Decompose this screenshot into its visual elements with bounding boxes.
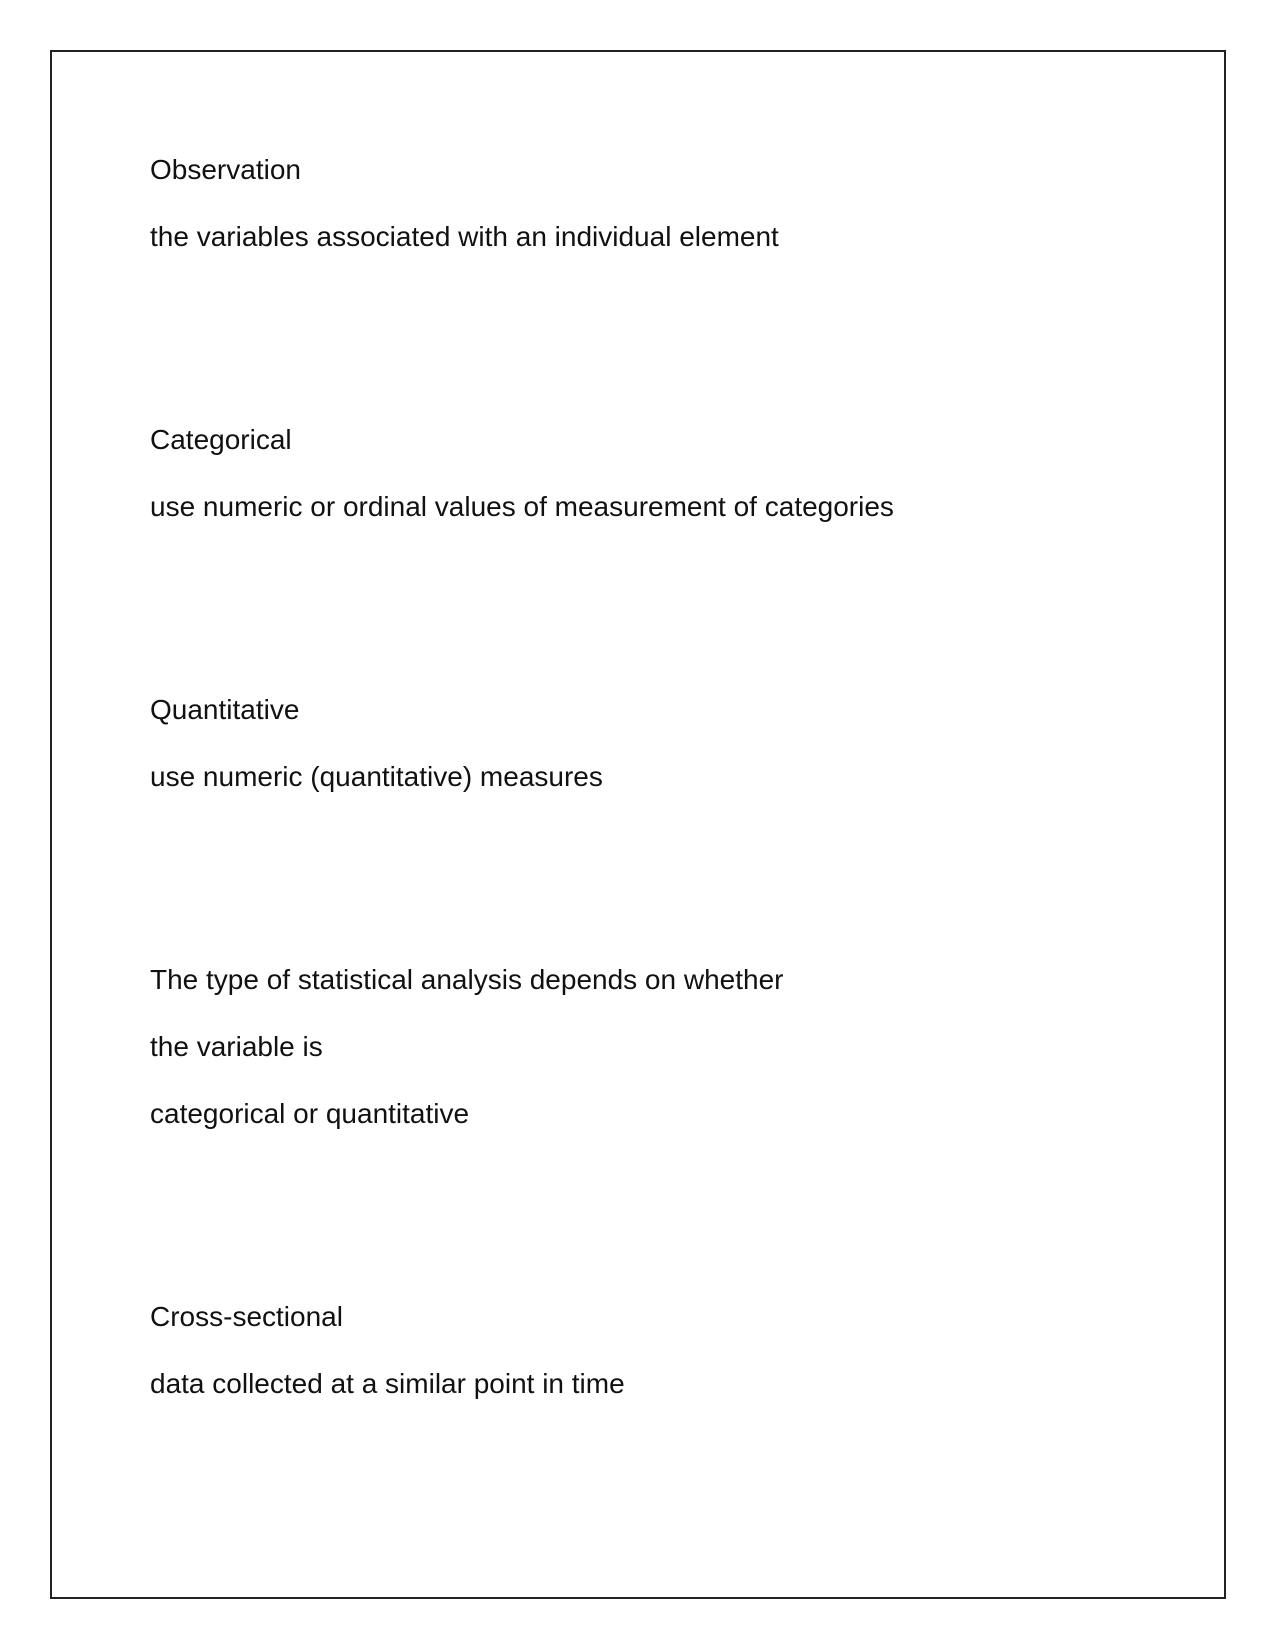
- term-categorical: Categorical: [150, 424, 292, 455]
- definition-cross-sectional: data collected at a similar point in time: [150, 1368, 625, 1399]
- definition-quantitative: use numeric (quantitative) measures: [150, 761, 603, 792]
- definition-observation: the variables associated with an individual element: [150, 221, 779, 252]
- statement-analysis-line-3: categorical or quantitative: [150, 1098, 470, 1129]
- statement-analysis-type: The type of statistical analysis depends on whether: [150, 964, 784, 995]
- term-quantitative: Quantitative: [150, 694, 300, 725]
- definition-categorical: use numeric or ordinal values of measurement of categories: [150, 491, 894, 522]
- term-observation: Observation: [150, 154, 301, 185]
- term-cross-sectional: Cross-sectional: [150, 1301, 343, 1332]
- statement-analysis-line-2: the variable is: [150, 1031, 323, 1062]
